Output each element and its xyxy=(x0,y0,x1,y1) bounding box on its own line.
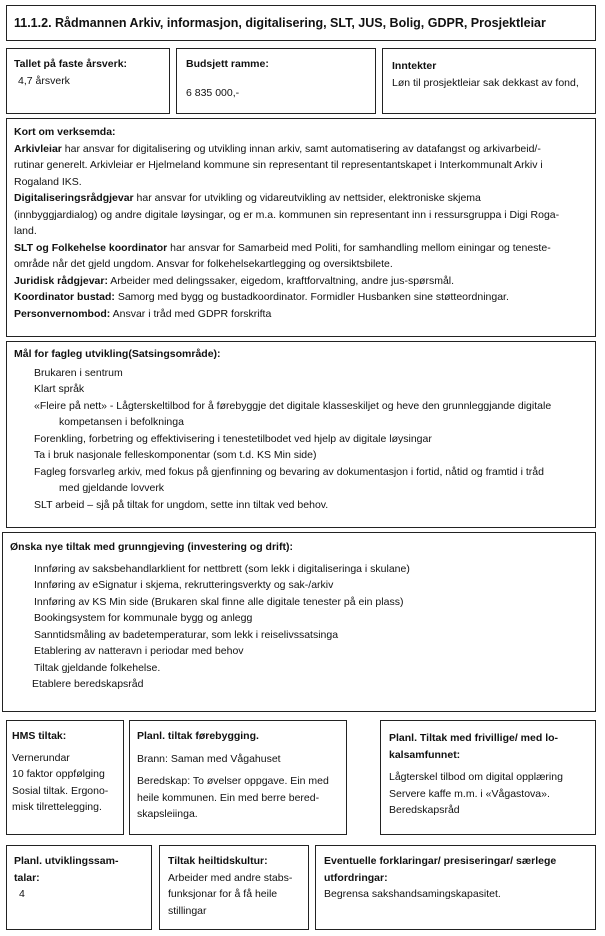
about-entry-digital: Digitaliseringsrådgjevar har ansvar for utvikling og vidareutvikling av nettsider, elektroniske skjema xyxy=(14,192,481,204)
fulltime-line: stillingar xyxy=(168,904,207,917)
measure-item: Innføring av saksbehandlarklient for nettbrett (som lekk i digitaliseringa i skulane) xyxy=(34,562,410,575)
hms-box xyxy=(6,720,124,835)
measure-item: Bookingsystem for kommunale bygg og anlegg xyxy=(34,612,253,624)
goal-item-cont: kompetansen i befolkninga xyxy=(59,416,184,428)
staff-label: Tallet på faste årsverk: xyxy=(14,58,128,70)
notes-text: Begrensa sakshandsamingskapasitet. xyxy=(324,888,501,900)
goal-item: Fagleg forsvarleg arkiv, med fokus på gjenfinning og bevaring av dokumentasjon i fortid, nåtid og framtid i tråd xyxy=(34,465,544,478)
fulltime-line: funksjonar for å få heile xyxy=(168,888,278,900)
hms-line: misk tilrettelegging. xyxy=(12,801,102,813)
hms-heading: HMS tiltak: xyxy=(12,730,67,742)
income-label: Inntekter xyxy=(392,60,437,72)
budget-value: 6 835 000,- xyxy=(186,86,240,99)
role-legal: Juridisk rådgjevar: xyxy=(14,274,108,287)
measure-item: Innføring av eSignatur i skjema, rekrutteringsverkty og sak-/arkiv xyxy=(34,579,334,591)
about-entry-archive-line3: Rogaland IKS. xyxy=(14,175,82,188)
income-box xyxy=(382,48,596,114)
volunteers-line: Servere kaffe m.m. i «Vågastova». xyxy=(389,787,550,800)
goal-item: SLT arbeid – sjå på tiltak for ungdom, sette inn tiltak ved behov. xyxy=(34,498,329,511)
staff-box xyxy=(6,48,170,114)
measure-item: Sanntidsmåling av badetemperaturar, som lekk i reiselivssatsinga xyxy=(34,628,339,641)
goals-box xyxy=(6,341,596,528)
measure-item: Etablere beredskapsråd xyxy=(32,678,144,690)
prevention-readiness: heile kommunen. Ein med berre bered- xyxy=(137,791,320,804)
goals-heading: Mål for fagleg utvikling(Satsingsområde): xyxy=(14,348,221,360)
volunteers-box xyxy=(380,720,596,835)
goal-item: Forenkling, forbetring og effektivisering i tenestetilbodet ved hjelp av digitale løysingar xyxy=(34,432,432,445)
about-entry-legal: Juridisk rådgjevar: Arbeider med delingssaker, eigedom, kraftforvaltning, andre jus-spørsmål. xyxy=(14,274,455,287)
goal-item-cont: med gjeldande lovverk xyxy=(59,482,165,494)
title-box xyxy=(6,5,596,41)
about-entry-digital-line2: (innbyggjardialog) og andre digitale løysingar, og er m.a. kommunen sin representant inn i ressursgruppa i Digi Roga- xyxy=(14,208,560,221)
prevention-box xyxy=(129,720,347,835)
fulltime-heading: Tiltak heiltidskultur: xyxy=(168,855,268,867)
budget-label: Budsjett ramme: xyxy=(186,58,269,70)
role-slt: SLT og Folkehelse koordinator xyxy=(14,241,168,254)
about-entry-archive: Arkivleiar har ansvar for digitalisering og utvikling innan arkiv, samt automatisering av datafangst og arkivarbeid/- xyxy=(14,142,541,155)
role-archive: Arkivleiar xyxy=(14,142,62,155)
measures-box xyxy=(2,532,596,712)
about-heading: Kort om verksemda: xyxy=(14,126,116,138)
measure-item: Tiltak gjeldande folkehelse. xyxy=(34,661,161,674)
volunteers-heading-cont: kalsamfunnet: xyxy=(389,748,461,761)
notes-box xyxy=(315,845,596,930)
prevention-readiness: skapsleiinga. xyxy=(137,808,198,820)
role-housing: Koordinator bustad: xyxy=(14,291,115,303)
income-text: Løn til prosjektleiar sak dekkast av fond, xyxy=(392,76,579,89)
goal-item: Brukaren i sentrum xyxy=(34,366,123,379)
dev-talks-box xyxy=(6,845,152,930)
staff-value: 4,7 årsverk xyxy=(18,74,70,87)
volunteers-heading: Planl. Tiltak med frivillige/ med lo- xyxy=(389,732,559,744)
about-entry-housing: Koordinator bustad: Samorg med bygg og bustadkoordinator. Formidler Husbanken sine støtteordningar. xyxy=(14,291,509,303)
about-entry-slt-line2: område når det gjeld ungdom. Ansvar for folkehelsekartlegging og oversiktsbilete. xyxy=(14,258,393,270)
volunteers-line: Beredskapsråd xyxy=(389,804,460,816)
hms-line: 10 faktor oppfølging xyxy=(12,768,105,780)
role-privacy: Personvernombod: xyxy=(14,307,111,320)
goal-item: «Fleire på nett» - Lågterskeltilbod for å førebyggje det digitale klasseskiljet og heve den grunnleggjande digitale xyxy=(34,399,552,412)
fulltime-line: Arbeider med andre stabs- xyxy=(168,871,293,884)
goal-item: Ta i bruk nasjonale felleskomponentar (som t.d. KS Min side) xyxy=(34,449,317,461)
measure-item: Etablering av natteravn i periodar med behov xyxy=(34,645,244,657)
about-entry-privacy: Personvernombod: Ansvar i tråd med GDPR forskrifta xyxy=(14,307,272,320)
budget-box xyxy=(176,48,376,114)
about-entry-slt: SLT og Folkehelse koordinator har ansvar for Samarbeid med Politi, for samhandling mellom einingar og teneste- xyxy=(14,241,551,254)
hms-line: Sosial tiltak. Ergono- xyxy=(12,784,109,797)
prevention-heading: Planl. tiltak førebygging. xyxy=(137,730,259,742)
notes-heading: Eventuelle forklaringar/ presiseringar/ særlege xyxy=(324,855,557,867)
goal-item: Klart språk xyxy=(34,383,85,395)
measures-heading: Ønska nye tiltak med grunngjeving (investering og drift): xyxy=(10,541,293,553)
fulltime-box xyxy=(159,845,309,930)
hms-line: Vernerundar xyxy=(12,751,70,764)
dev-talks-value: 4 xyxy=(19,888,25,900)
prevention-readiness: Beredskap: To øvelser oppgave. Ein med xyxy=(137,775,329,787)
about-entry-archive-line2: rutinar generelt. Arkivleiar er Hjelmeland kommune sin representant til representantskapet i Interkommunalt Arkiv i xyxy=(14,159,543,171)
page-title: 11.1.2. Rådmannen Arkiv, informasjon, digitalisering, SLT, JUS, Bolig, GDPR, Prosjektleiar xyxy=(14,16,546,30)
prevention-fire: Brann: Saman med Vågahuset xyxy=(137,752,281,765)
about-box xyxy=(6,118,596,337)
dev-talks-heading: Planl. utviklingssam- xyxy=(14,855,119,867)
role-digital: Digitaliseringsrådgjevar xyxy=(14,192,134,204)
volunteers-line: Lågterskel tilbod om digital opplæring xyxy=(389,771,563,783)
notes-heading-cont: utfordringar: xyxy=(324,871,388,884)
measure-item: Innføring av KS Min side (Brukaren skal finne alle digitale tenester på ein plass) xyxy=(34,595,404,608)
about-entry-digital-line3: land. xyxy=(14,225,37,237)
dev-talks-heading-cont: talar: xyxy=(14,871,40,884)
